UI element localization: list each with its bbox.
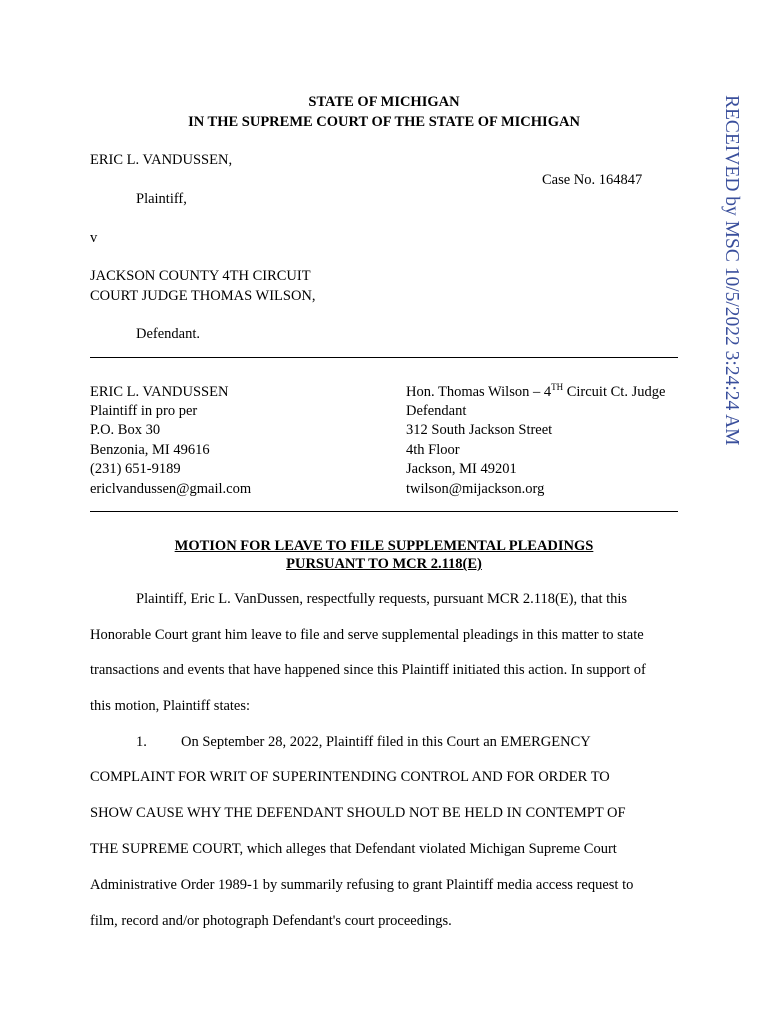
- body-paragraph-line: transactions and events that have happened since this Plaintiff initiated this action. In support of: [90, 662, 646, 678]
- defendant-contact-name: [406, 383, 665, 401]
- list-item-line: On September 28, 2022, Plaintiff filed in this Court an EMERGENCY: [181, 734, 591, 750]
- defendant-email: twilson@mijackson.org: [406, 481, 545, 497]
- plaintiff-address-line2: Benzonia, MI 49616: [90, 442, 210, 458]
- list-item-line: COMPLAINT FOR WRIT OF SUPERINTENDING CONTROL AND FOR ORDER TO: [90, 769, 610, 785]
- case-number: Case No. 164847: [542, 172, 643, 188]
- defendant-contact-name-prefix: Hon. Thomas Wilson – 4: [406, 384, 552, 400]
- defendant-contact-name-suffix: Circuit Ct. Judge: [563, 384, 666, 400]
- body-paragraph-line: Plaintiff, Eric L. VanDussen, respectfully requests, pursuant MCR 2.118(E), that this: [136, 591, 628, 607]
- list-item-number: 1.: [136, 734, 147, 750]
- motion-title-line1: MOTION FOR LEAVE TO FILE SUPPLEMENTAL PLEADINGS: [174, 538, 594, 554]
- defendant-name-line1: JACKSON COUNTY 4TH CIRCUIT: [90, 268, 311, 284]
- plaintiff-name: ERIC L. VANDUSSEN,: [90, 152, 233, 168]
- plaintiff-contact-name: ERIC L. VANDUSSEN: [90, 384, 229, 400]
- plaintiff-email: ericlvandussen@gmail.com: [90, 481, 252, 497]
- versus-label: v: [90, 230, 98, 246]
- list-item-line: film, record and/or photograph Defendant's court proceedings.: [90, 913, 452, 929]
- plaintiff-address-line1: P.O. Box 30: [90, 422, 161, 438]
- defendant-contact-role: Defendant: [406, 403, 467, 419]
- plaintiff-role: Plaintiff,: [136, 191, 187, 207]
- plaintiff-phone: (231) 651-9189: [90, 461, 181, 477]
- list-item-line: SHOW CAUSE WHY THE DEFENDANT SHOULD NOT BE HELD IN CONTEMPT OF: [90, 805, 626, 821]
- body-paragraph-line: this motion, Plaintiff states:: [90, 698, 251, 714]
- defendant-role: Defendant.: [136, 326, 201, 342]
- motion-title-line2: PURSUANT TO MCR 2.118(E): [286, 556, 482, 572]
- defendant-address-line2: 4th Floor: [406, 442, 460, 458]
- received-stamp: RECEIVED by MSC 10/5/2022 3:24:24 AM: [721, 95, 742, 446]
- defendant-name-line2: COURT JUDGE THOMAS WILSON,: [90, 288, 316, 304]
- defendant-address-line3: Jackson, MI 49201: [406, 461, 517, 477]
- list-item-line: Administrative Order 1989-1 by summarily refusing to grant Plaintiff media access request to: [90, 877, 634, 893]
- body-paragraph-line: Honorable Court grant him leave to file and serve supplemental pleadings in this matter to state: [90, 627, 644, 643]
- caption-divider: [90, 357, 678, 358]
- plaintiff-contact-role: Plaintiff in pro per: [90, 403, 198, 419]
- court-state-heading: STATE OF MICHIGAN: [308, 94, 460, 110]
- list-item-line: THE SUPREME COURT, which alleges that Defendant violated Michigan Supreme Court: [90, 841, 617, 857]
- defendant-address-line1: 312 South Jackson Street: [406, 422, 553, 438]
- court-name-heading: IN THE SUPREME COURT OF THE STATE OF MICHIGAN: [188, 114, 580, 130]
- ordinal-superscript: TH: [551, 382, 564, 392]
- parties-divider: [90, 511, 678, 512]
